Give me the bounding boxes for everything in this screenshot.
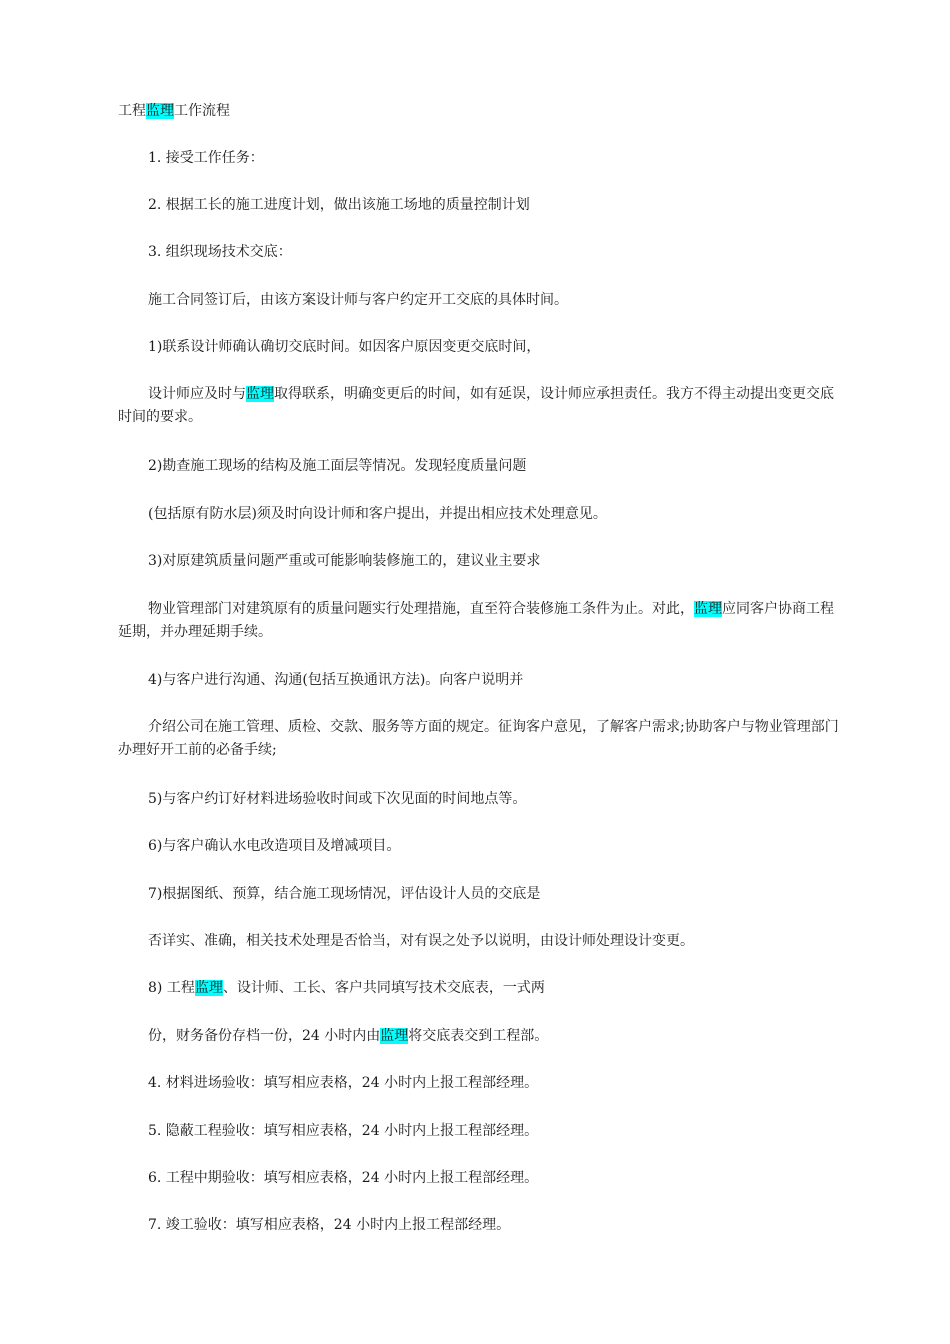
step-1: 1. 接受工作任务：: [148, 150, 264, 166]
substep-3: 3)对原建筑质量问题严重或可能影响装修施工的，建议业主要求: [148, 553, 541, 569]
paragraph-company-rules: 介绍公司在施工管理、质检、交款、服务等方面的规定。征询客户意见，了解客户需求;协助客户与物业管理部门办理好开工前的必备手续;: [118, 719, 839, 758]
step-5: 5. 隐蔽工程验收：填写相应表格，24 小时内上报工程部经理。: [148, 1123, 539, 1139]
substep-5: 5)与客户约订好材料进场验收时间或下次见面的时间地点等。: [148, 791, 527, 807]
line-text-before: 份，财务备份存档一份，24 小时内由: [148, 1028, 381, 1044]
highlighted-term: 监理: [380, 1028, 409, 1044]
step-7: 7. 竣工验收：填写相应表格，24 小时内上报工程部经理。: [148, 1217, 511, 1233]
substep-4: 4)与客户进行沟通、沟通(包括互换通讯方法)。向客户说明并: [148, 672, 524, 688]
paragraph-property-management: [118, 598, 842, 644]
substep-7: 7)根据图纸、预算，结合施工现场情况，评估设计人员的交底是: [148, 886, 541, 902]
paragraph-designer-notice: [118, 383, 842, 429]
paragraph-waterproof: (包括原有防水层)须及时向设计师和客户提出，并提出相应技术处理意见。: [148, 506, 607, 522]
substep-2: 2)勘查施工现场的结构及施工面层等情况。发现轻度质量问题: [148, 458, 527, 474]
document-title: [118, 100, 842, 123]
line-text-before: 8) 工程: [148, 980, 195, 996]
paragraph-text-before: 物业管理部门对建筑原有的质量问题实行处理措施，直至符合装修施工条件为止。对此，: [148, 601, 694, 617]
paragraph-text-before: 设计师应及时与: [148, 386, 246, 402]
paragraph-evaluation: 否详实、准确，相关技术处理是否恰当，对有误之处予以说明，由设计师处理设计变更。: [148, 933, 694, 949]
line-text-after: 将交底表交到工程部。: [408, 1028, 549, 1044]
step-3: 3. 组织现场技术交底：: [148, 244, 292, 260]
highlighted-term: 监理: [246, 386, 274, 402]
title-text-after: 工作流程: [174, 103, 230, 119]
line-text-after: 、设计师、工长、客户共同填写技术交底表，一式两: [222, 980, 545, 996]
paragraph-contract: 施工合同签订后，由该方案设计师与客户约定开工交底的具体时间。: [148, 292, 568, 308]
paragraph-archive: [148, 1025, 842, 1048]
highlighted-term: 监理: [194, 980, 223, 996]
paragraph-text-after: 应同客户协商工程延期，并办理延期手续。: [118, 601, 834, 640]
highlighted-term: 监理: [146, 103, 174, 119]
step-2: 2. 根据工长的施工进度计划，做出该施工场地的质量控制计划: [148, 197, 530, 213]
paragraph-text-after: 取得联系，明确变更后的时间，如有延误，设计师应承担责任。我方不得主动提出变更交底时间的要求。: [118, 386, 834, 425]
step-4: 4. 材料进场验收：填写相应表格，24 小时内上报工程部经理。: [148, 1075, 539, 1091]
highlighted-term: 监理: [694, 601, 722, 617]
substep-6: 6)与客户确认水电改造项目及增减项目。: [148, 838, 401, 854]
substep-1: 1)联系设计师确认确切交底时间。如因客户原因变更交底时间，: [148, 339, 541, 355]
substep-8: [148, 977, 842, 1000]
title-text-before: 工程: [118, 103, 146, 119]
step-6: 6. 工程中期验收：填写相应表格，24 小时内上报工程部经理。: [148, 1170, 539, 1186]
